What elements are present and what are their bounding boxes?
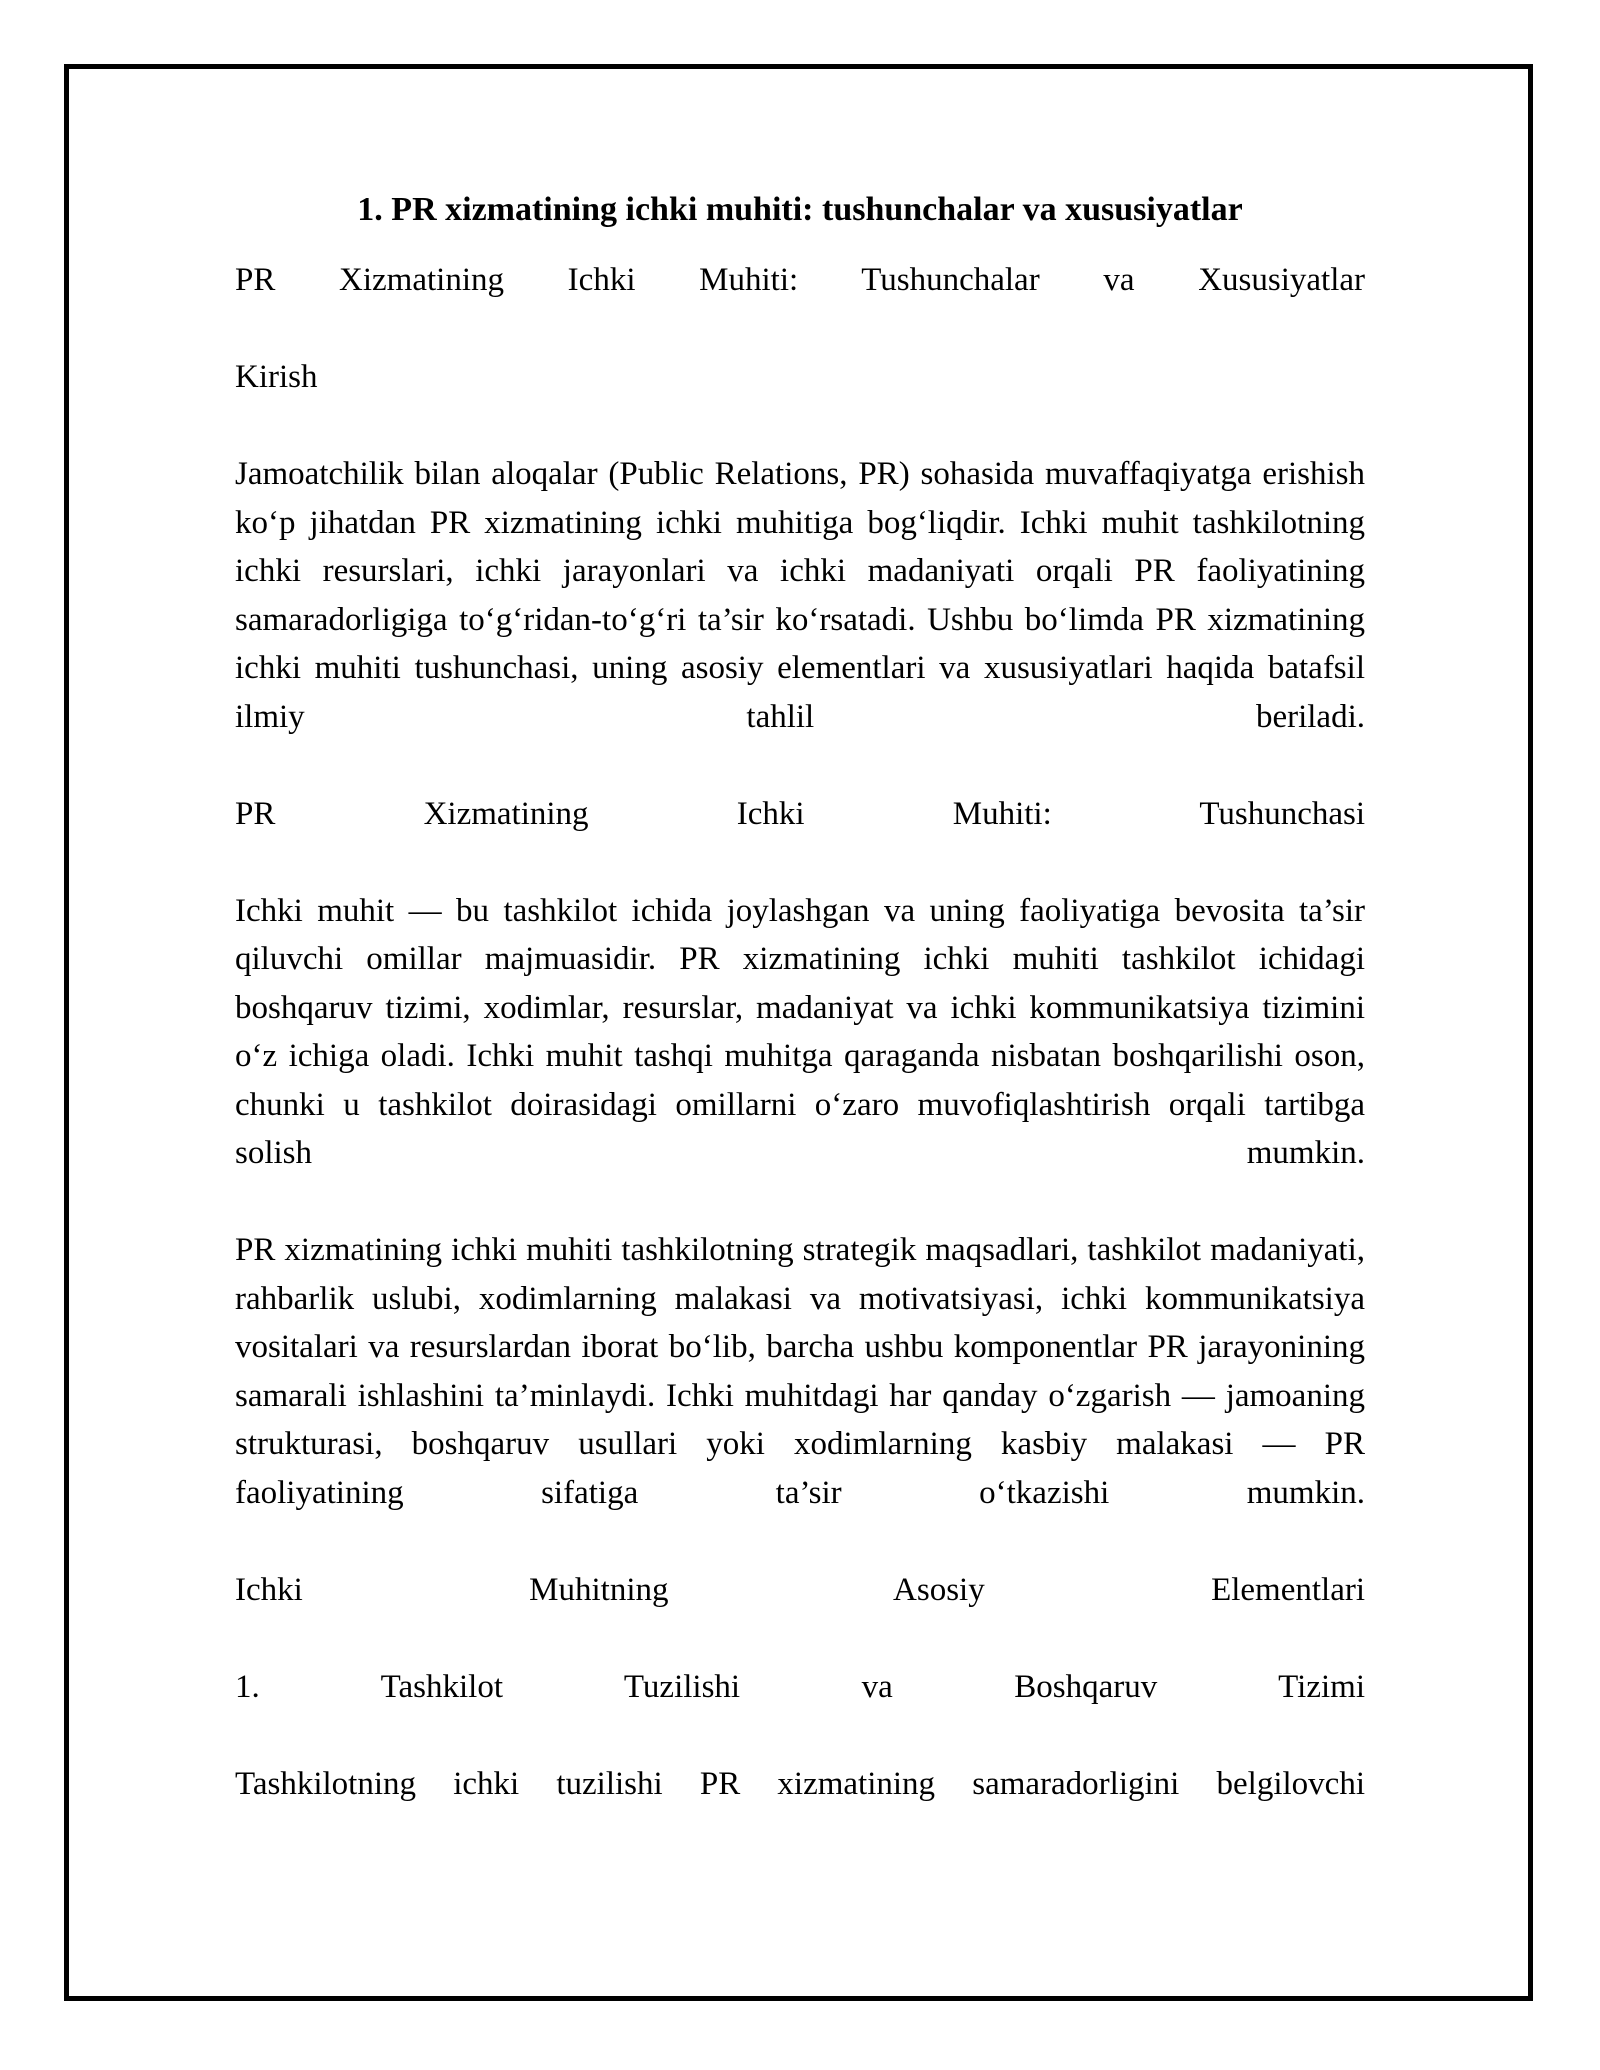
paragraph-heading: PR Xizmatining Ichki Muhiti: Tushunchalar va Xususiyatlar [235,262,1365,298]
paragraph-subheading-concept: PR Xizmatining Ichki Muhiti: Tushunchasi [235,795,1365,832]
paragraph-intro: Jamoatchilik bilan aloqalar (Public Relations, PR) sohasida muvaffaqiyatga erishish ko‘p jihatdan PR xizmatining ichki muhitiga bog‘liqdir. Ichki muhit tashkilotning ichki resurslari, ichki jarayonlari va ichki madaniyati orqali PR faoliyatining samaradorligiga to‘g‘ridan-to‘g‘ri ta’sir ko‘rsatadi. Ushbu bo‘limda PR xizmatining ichki muhiti tushunchasi, uning asosiy elementlari va xususiyatlari haqida batafsil ilmiy tahlil beriladi. [235,456,1365,735]
document-title: 1. PR xizmatining ichki muhiti: tushunchalar va xususiyatlar [357,191,1243,228]
paragraph-components: PR xizmatining ichki muhiti tashkilotning strategik maqsadlari, tashkilot madaniyati, rahbarlik uslubi, xodimlarning malakasi va motivatsiyasi, ichki kommunikatsiya vositalari va resurslardan iborat bo‘lib, barcha ushbu komponentlar PR jarayonining samarali ishlashini ta’minlaydi. Ichki muhitdagi har qanday o‘zgarish — jamoaning strukturasi, boshqaruv usullari yoki xodimlarning kasbiy malakasi — PR faoliyatining sifatiga ta’sir o‘tkazishi mumkin. [235,1232,1365,1511]
paragraph-subheading-elements: Ichki Muhitning Asosiy Elementlari [235,1571,1365,1608]
document-body [235,186,1365,1857]
paragraph-concept: Ichki muhit — bu tashkilot ichida joylashgan va uning faoliyatiga bevosita ta’sir qiluvchi omillar majmuasidir. PR xizmatining ichki muhiti tashkilot ichidagi boshqaruv tizimi, xodimlar, resurslar, madaniyat va ichki kommunikatsiya tizimini o‘z ichiga oladi. Ichki muhit tashqi muhitga qaraganda nisbatan boshqarilishi oson, chunki u tashkilot doirasidagi omillarni o‘zaro muvofiqlashtirish orqali tartibga solish mumkin. [235,892,1365,1171]
paragraph-subheading-structure: 1. Tashkilot Tuzilishi va Boshqaruv Tizimi [235,1668,1365,1705]
paragraph-intro-label: Kirish [235,359,318,395]
paragraph-structure: Tashkilotning ichki tuzilishi PR xizmatining samaradorligini belgilovchi [235,1765,1365,1802]
